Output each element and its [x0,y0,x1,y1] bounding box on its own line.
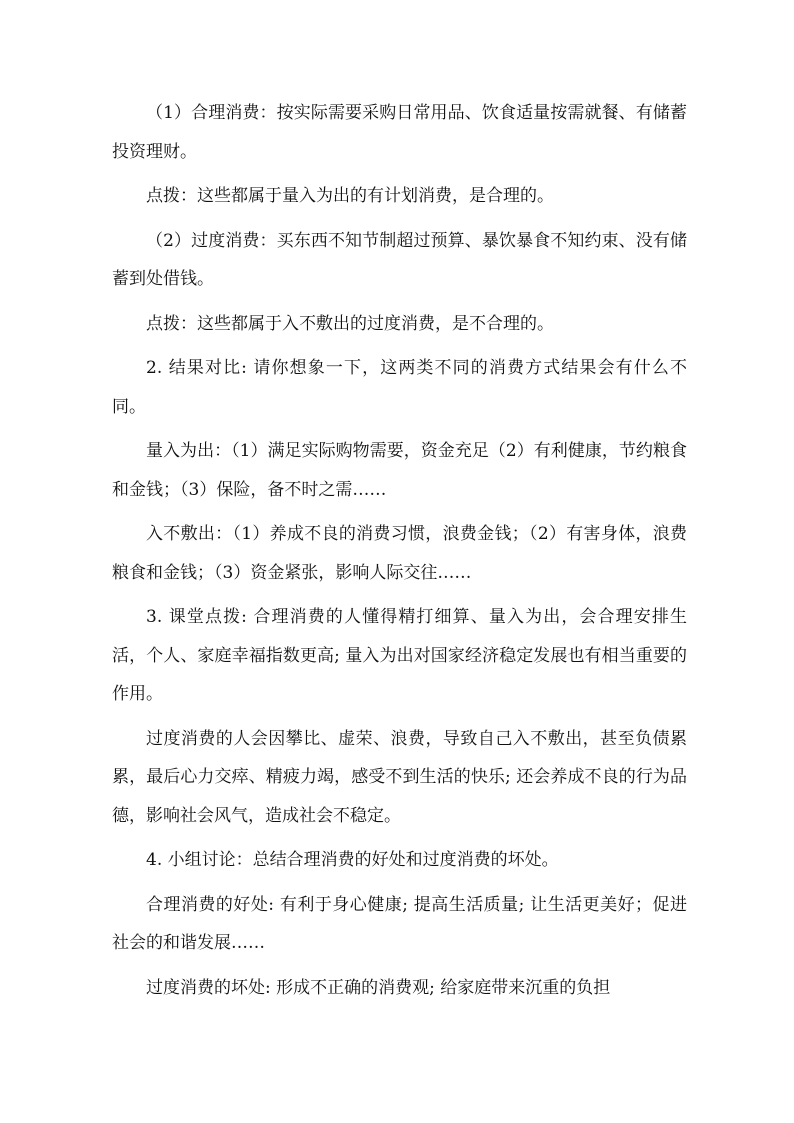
document-body [112,94,687,1013]
paragraph-live-within-means: 量入为出：（1）满足实际购物需要，资金充足（2）有利健康，节约粮食和金钱；（3）保险，备不时之需…… [112,441,687,500]
paragraph-group-discussion: 4. 小组讨论：总结合理消费的好处和过度消费的坏处。 [146,850,559,870]
paragraph-classroom-hint: 3. 课堂点拨: 合理消费的人懂得精打细算、量入为出，会合理安排生活，个人、家庭幸福指数更高; 量入为出对国家经济稳定发展也有相当重要的作用。 [112,607,687,704]
paragraph-hint-reasonable: 点拨：这些都属于量入为出的有计划消费，是合理的。 [146,186,554,206]
paragraph-excessive-consumption: （2）过度消费：买东西不知节制超过预算、暴饮暴食不知约束、没有储蓄到处借钱。 [112,230,687,289]
paragraph-live-beyond-means: 入不敷出：（1）养成不良的消费习惯，浪费金钱；（2）有害身体，浪费粮食和金钱；（3）资金紧张，影响人际交往…… [112,524,687,583]
paragraph-reasonable-consumption: （1）合理消费：按实际需要采购日常用品、饮食适量按需就餐、有储蓄投资理财。 [112,103,687,162]
paragraph-hint-excessive: 点拨：这些都属于入不敷出的过度消费，是不合理的。 [146,313,554,334]
paragraph-benefits: 合理消费的好处: 有利于身心健康; 提高生活质量; 让生活更美好；促进社会的和谐发展…… [112,894,687,953]
paragraph-harms: 过度消费的坏处: 形成不正确的消费观; 给家庭带来沉重的负担 [146,977,611,998]
paragraph-result-comparison: 2. 结果对比: 请你想象一下，这两类不同的消费方式结果会有什么不同。 [112,358,687,417]
paragraph-excessive-consequences: 过度消费的人会因攀比、虚荣、浪费，导致自己入不敷出，甚至负债累累，最后心力交瘁、精疲力竭，感受不到生活的快乐; 还会养成不良的行为品德，影响社会风气，造成社会不稳定。 [112,728,687,826]
